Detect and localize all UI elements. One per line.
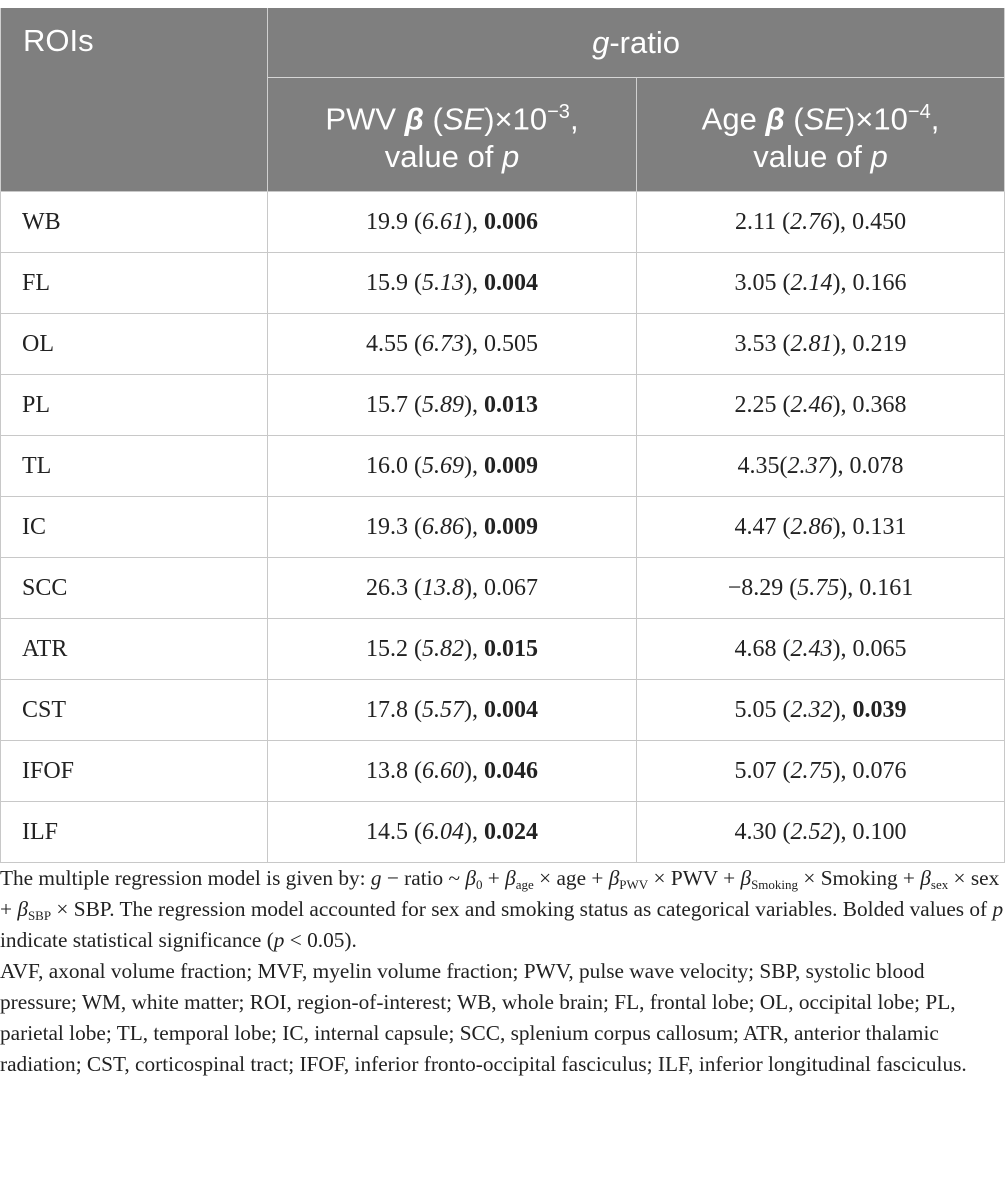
pwv-cell: 15.9 (5.13), 0.004 <box>268 253 637 314</box>
table-row <box>1 680 1005 741</box>
footnote-abbreviations: AVF, axonal volume fraction; MVF, myelin volume fraction; PWV, pulse wave velocity; SBP, systolic blood pressure; WM, white matter; ROI, region-of-interest; WB, whole brain; FL, frontal lobe; OL, occipital lobe; PL, parietal lobe; TL, temporal lobe; IC, internal capsule; SCC, splenium corpus callosum; ATR, anterior thalamic radiation; CST, corticospinal tract; IFOF, inferior fronto-occipital fasciculus; ILF, inferior longitudinal fasciculus. <box>0 959 967 1076</box>
age-cell: 2.25 (2.46), 0.368 <box>637 375 1005 436</box>
age-cell: 3.53 (2.81), 0.219 <box>637 314 1005 375</box>
table-row <box>1 802 1005 863</box>
table-row <box>1 253 1005 314</box>
pwv-cell: 19.9 (6.61), 0.006 <box>268 192 637 253</box>
age-cell: 4.68 (2.43), 0.065 <box>637 619 1005 680</box>
roi-cell: IFOF <box>1 741 268 802</box>
table-row <box>1 558 1005 619</box>
roi-cell: FL <box>1 253 268 314</box>
pwv-cell: 15.7 (5.89), 0.013 <box>268 375 637 436</box>
roi-cell: PL <box>1 375 268 436</box>
table-body <box>1 192 1005 863</box>
table-row <box>1 375 1005 436</box>
age-cell: 4.47 (2.86), 0.131 <box>637 497 1005 558</box>
roi-cell: WB <box>1 192 268 253</box>
roi-cell: SCC <box>1 558 268 619</box>
age-cell: 5.07 (2.75), 0.076 <box>637 741 1005 802</box>
pwv-cell: 19.3 (6.86), 0.009 <box>268 497 637 558</box>
roi-cell: ILF <box>1 802 268 863</box>
pwv-cell: 4.55 (6.73), 0.505 <box>268 314 637 375</box>
pwv-cell: 13.8 (6.60), 0.046 <box>268 741 637 802</box>
pwv-cell: 16.0 (5.69), 0.009 <box>268 436 637 497</box>
pwv-cell: 26.3 (13.8), 0.067 <box>268 558 637 619</box>
header-age: Age β $(SE)\times 10^{-4}$, value of p <box>637 78 1005 192</box>
table-footnote <box>0 863 1004 1080</box>
table-row <box>1 436 1005 497</box>
age-cell: 2.11 (2.76), 0.450 <box>637 192 1005 253</box>
age-cell: 3.05 (2.14), 0.166 <box>637 253 1005 314</box>
header-rois: ROIs <box>1 8 268 192</box>
header-pwv: PWV β $(SE)\times 10^{-3}$, value of p <box>268 78 637 192</box>
table-row <box>1 741 1005 802</box>
table-row <box>1 192 1005 253</box>
age-cell: 5.05 (2.32), 0.039 <box>637 680 1005 741</box>
pwv-cell: 14.5 (6.04), 0.024 <box>268 802 637 863</box>
table-row <box>1 619 1005 680</box>
header-g-ratio: g-ratio <box>268 8 1005 78</box>
regression-table <box>0 8 1005 863</box>
roi-cell: IC <box>1 497 268 558</box>
roi-cell: OL <box>1 314 268 375</box>
table-row <box>1 314 1005 375</box>
age-cell: −8.29 (5.75), 0.161 <box>637 558 1005 619</box>
age-cell: 4.30 (2.52), 0.100 <box>637 802 1005 863</box>
roi-cell: TL <box>1 436 268 497</box>
age-cell: 4.35(2.37), 0.078 <box>637 436 1005 497</box>
table-row <box>1 497 1005 558</box>
pwv-cell: 17.8 (5.57), 0.004 <box>268 680 637 741</box>
roi-cell: CST <box>1 680 268 741</box>
pwv-cell: 15.2 (5.82), 0.015 <box>268 619 637 680</box>
roi-cell: ATR <box>1 619 268 680</box>
footnote-model: The multiple regression model is given by: g − ratio ~ $\beta_0 + \beta_{age}$ × age + $\beta_{PWV}$ × PWV + $\beta_{Smoking}$ × Smoking + $\beta_{sex}$ × sex + $\beta_{SBP}$ × SBP. The regression model accounted for sex and smoking status as categorical variables. Bolded values of p indicate statistical significance (p < 0.05). <box>0 866 1004 952</box>
